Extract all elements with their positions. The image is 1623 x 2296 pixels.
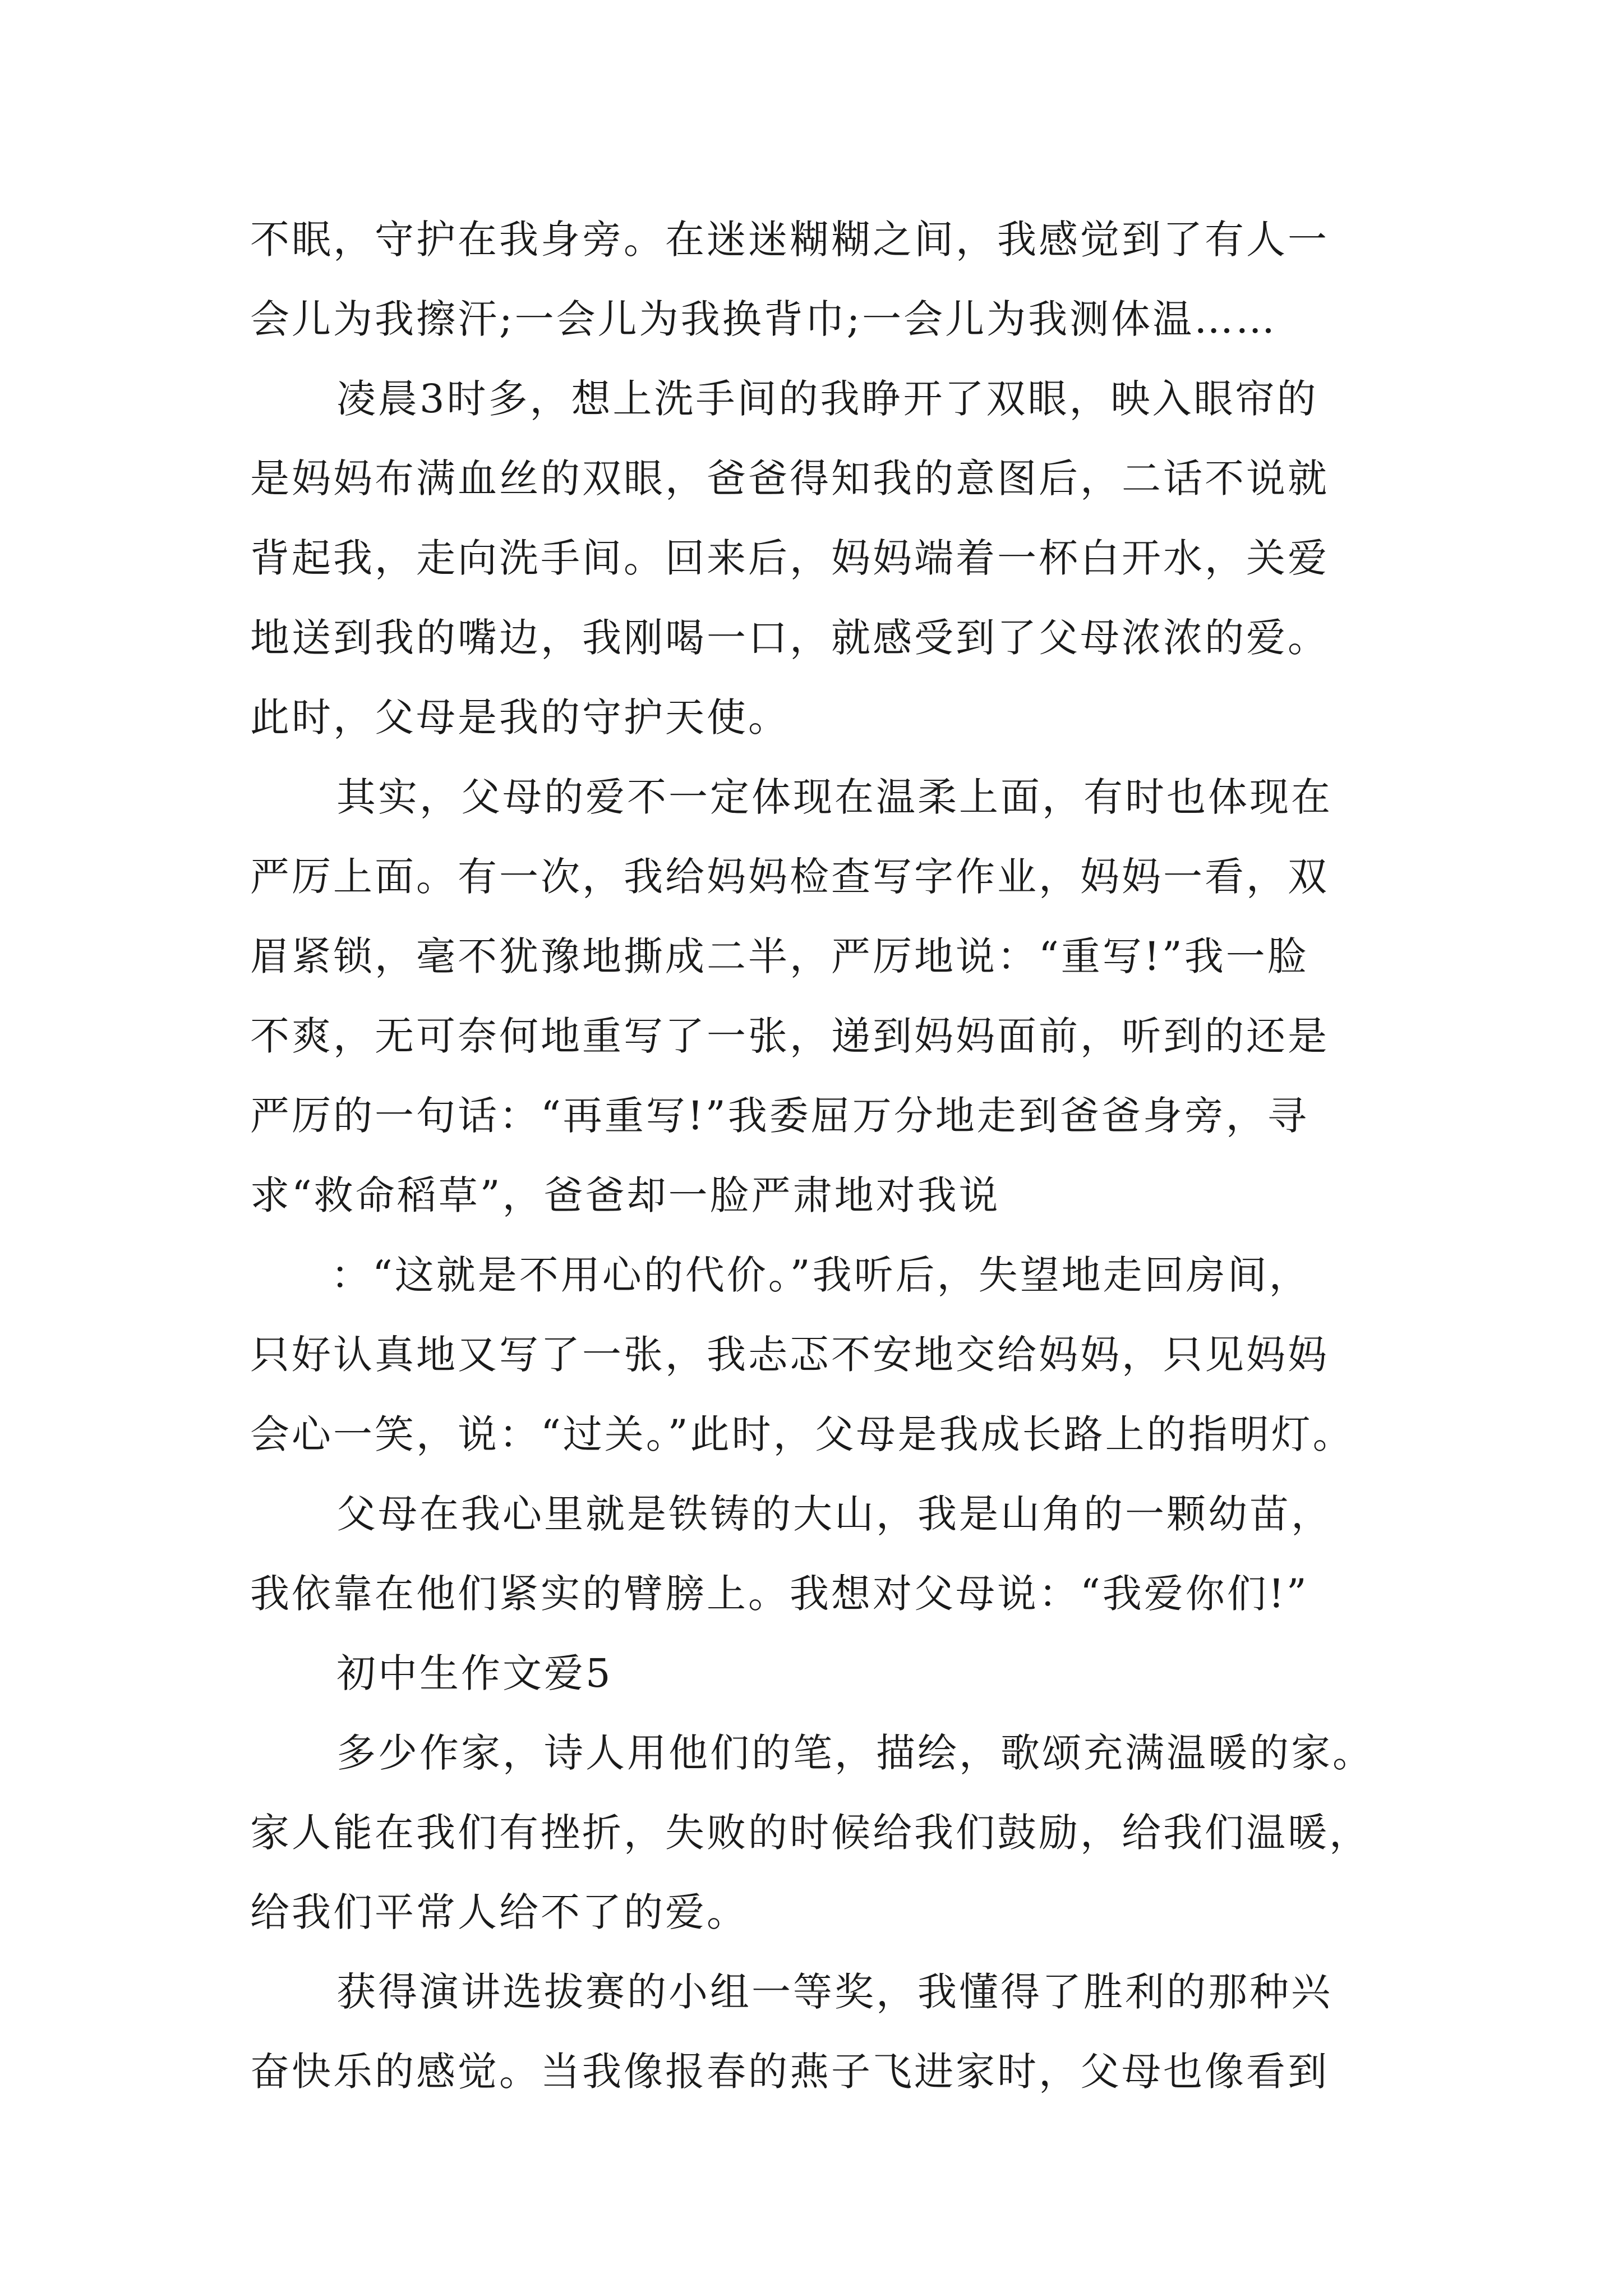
text-line: 此时，父母是我的守护天使。 xyxy=(250,694,790,740)
text-line: ：“这就是不用心的代价。”我听后，失望地走回房间， xyxy=(331,1252,1311,1298)
text-line: 不爽，无可奈何地重写了一张，递到妈妈面前，听到的还是 xyxy=(250,1013,1329,1059)
text-line: 是妈妈布满血丝的双眼，爸爸得知我的意图后，二话不说就 xyxy=(250,455,1329,501)
text-line: 我依靠在他们紧实的臂膀上。我想对父母说：“我爱你们!” xyxy=(250,1571,1309,1617)
text-line: 严厉的一句话：“再重写!”我委屈万分地走到爸爸身旁，寻 xyxy=(250,1093,1309,1139)
section-heading: 初中生作文爱5 xyxy=(336,1650,613,1696)
text-line: 眉紧锁，毫不犹豫地撕成二半，严厉地说：“重写!”我一脸 xyxy=(250,933,1309,979)
text-line: 只好认真地又写了一张，我忐忑不安地交给妈妈，只见妈妈 xyxy=(250,1332,1329,1378)
text-line: 不眠，守护在我身旁。在迷迷糊糊之间，我感觉到了有人一 xyxy=(250,217,1329,263)
text-line: 会儿为我擦汗;一会儿为我换背巾;一会儿为我测体温…… xyxy=(250,296,1278,342)
text-line: 多少作家，诗人用他们的笔，描绘，歌颂充满温暖的家。 xyxy=(336,1730,1374,1776)
text-line: 其实，父母的爱不一定体现在温柔上面，有时也体现在 xyxy=(336,774,1332,820)
text-line: 获得演讲选拔赛的小组一等奖，我懂得了胜利的那种兴 xyxy=(336,1969,1332,2015)
text-line: 背起我，走向洗手间。回来后，妈妈端着一杯白开水，关爱 xyxy=(250,535,1329,581)
text-line: 严厉上面。有一次，我给妈妈检查写字作业，妈妈一看，双 xyxy=(250,854,1329,900)
text-line: 给我们平常人给不了的爱。 xyxy=(250,1889,748,1935)
text-line: 奋快乐的感觉。当我像报春的燕子飞进家时，父母也像看到 xyxy=(250,2049,1329,2095)
text-line: 地送到我的嘴边，我刚喝一口，就感受到了父母浓浓的爱。 xyxy=(250,615,1329,661)
text-line: 凌晨3时多，想上洗手间的我睁开了双眼，映入眼帘的 xyxy=(336,376,1318,422)
text-line: 家人能在我们有挫折，失败的时候给我们鼓励，给我们温暖， xyxy=(250,1810,1371,1856)
text-line: 求“救命稻草”，爸爸却一脸严肃地对我说 xyxy=(250,1172,1000,1218)
text-line: 父母在我心里就是铁铸的大山，我是山角的一颗幼苗， xyxy=(336,1491,1332,1537)
text-line: 会心一笑，说：“过关。”此时，父母是我成长路上的指明灯。 xyxy=(250,1411,1354,1457)
